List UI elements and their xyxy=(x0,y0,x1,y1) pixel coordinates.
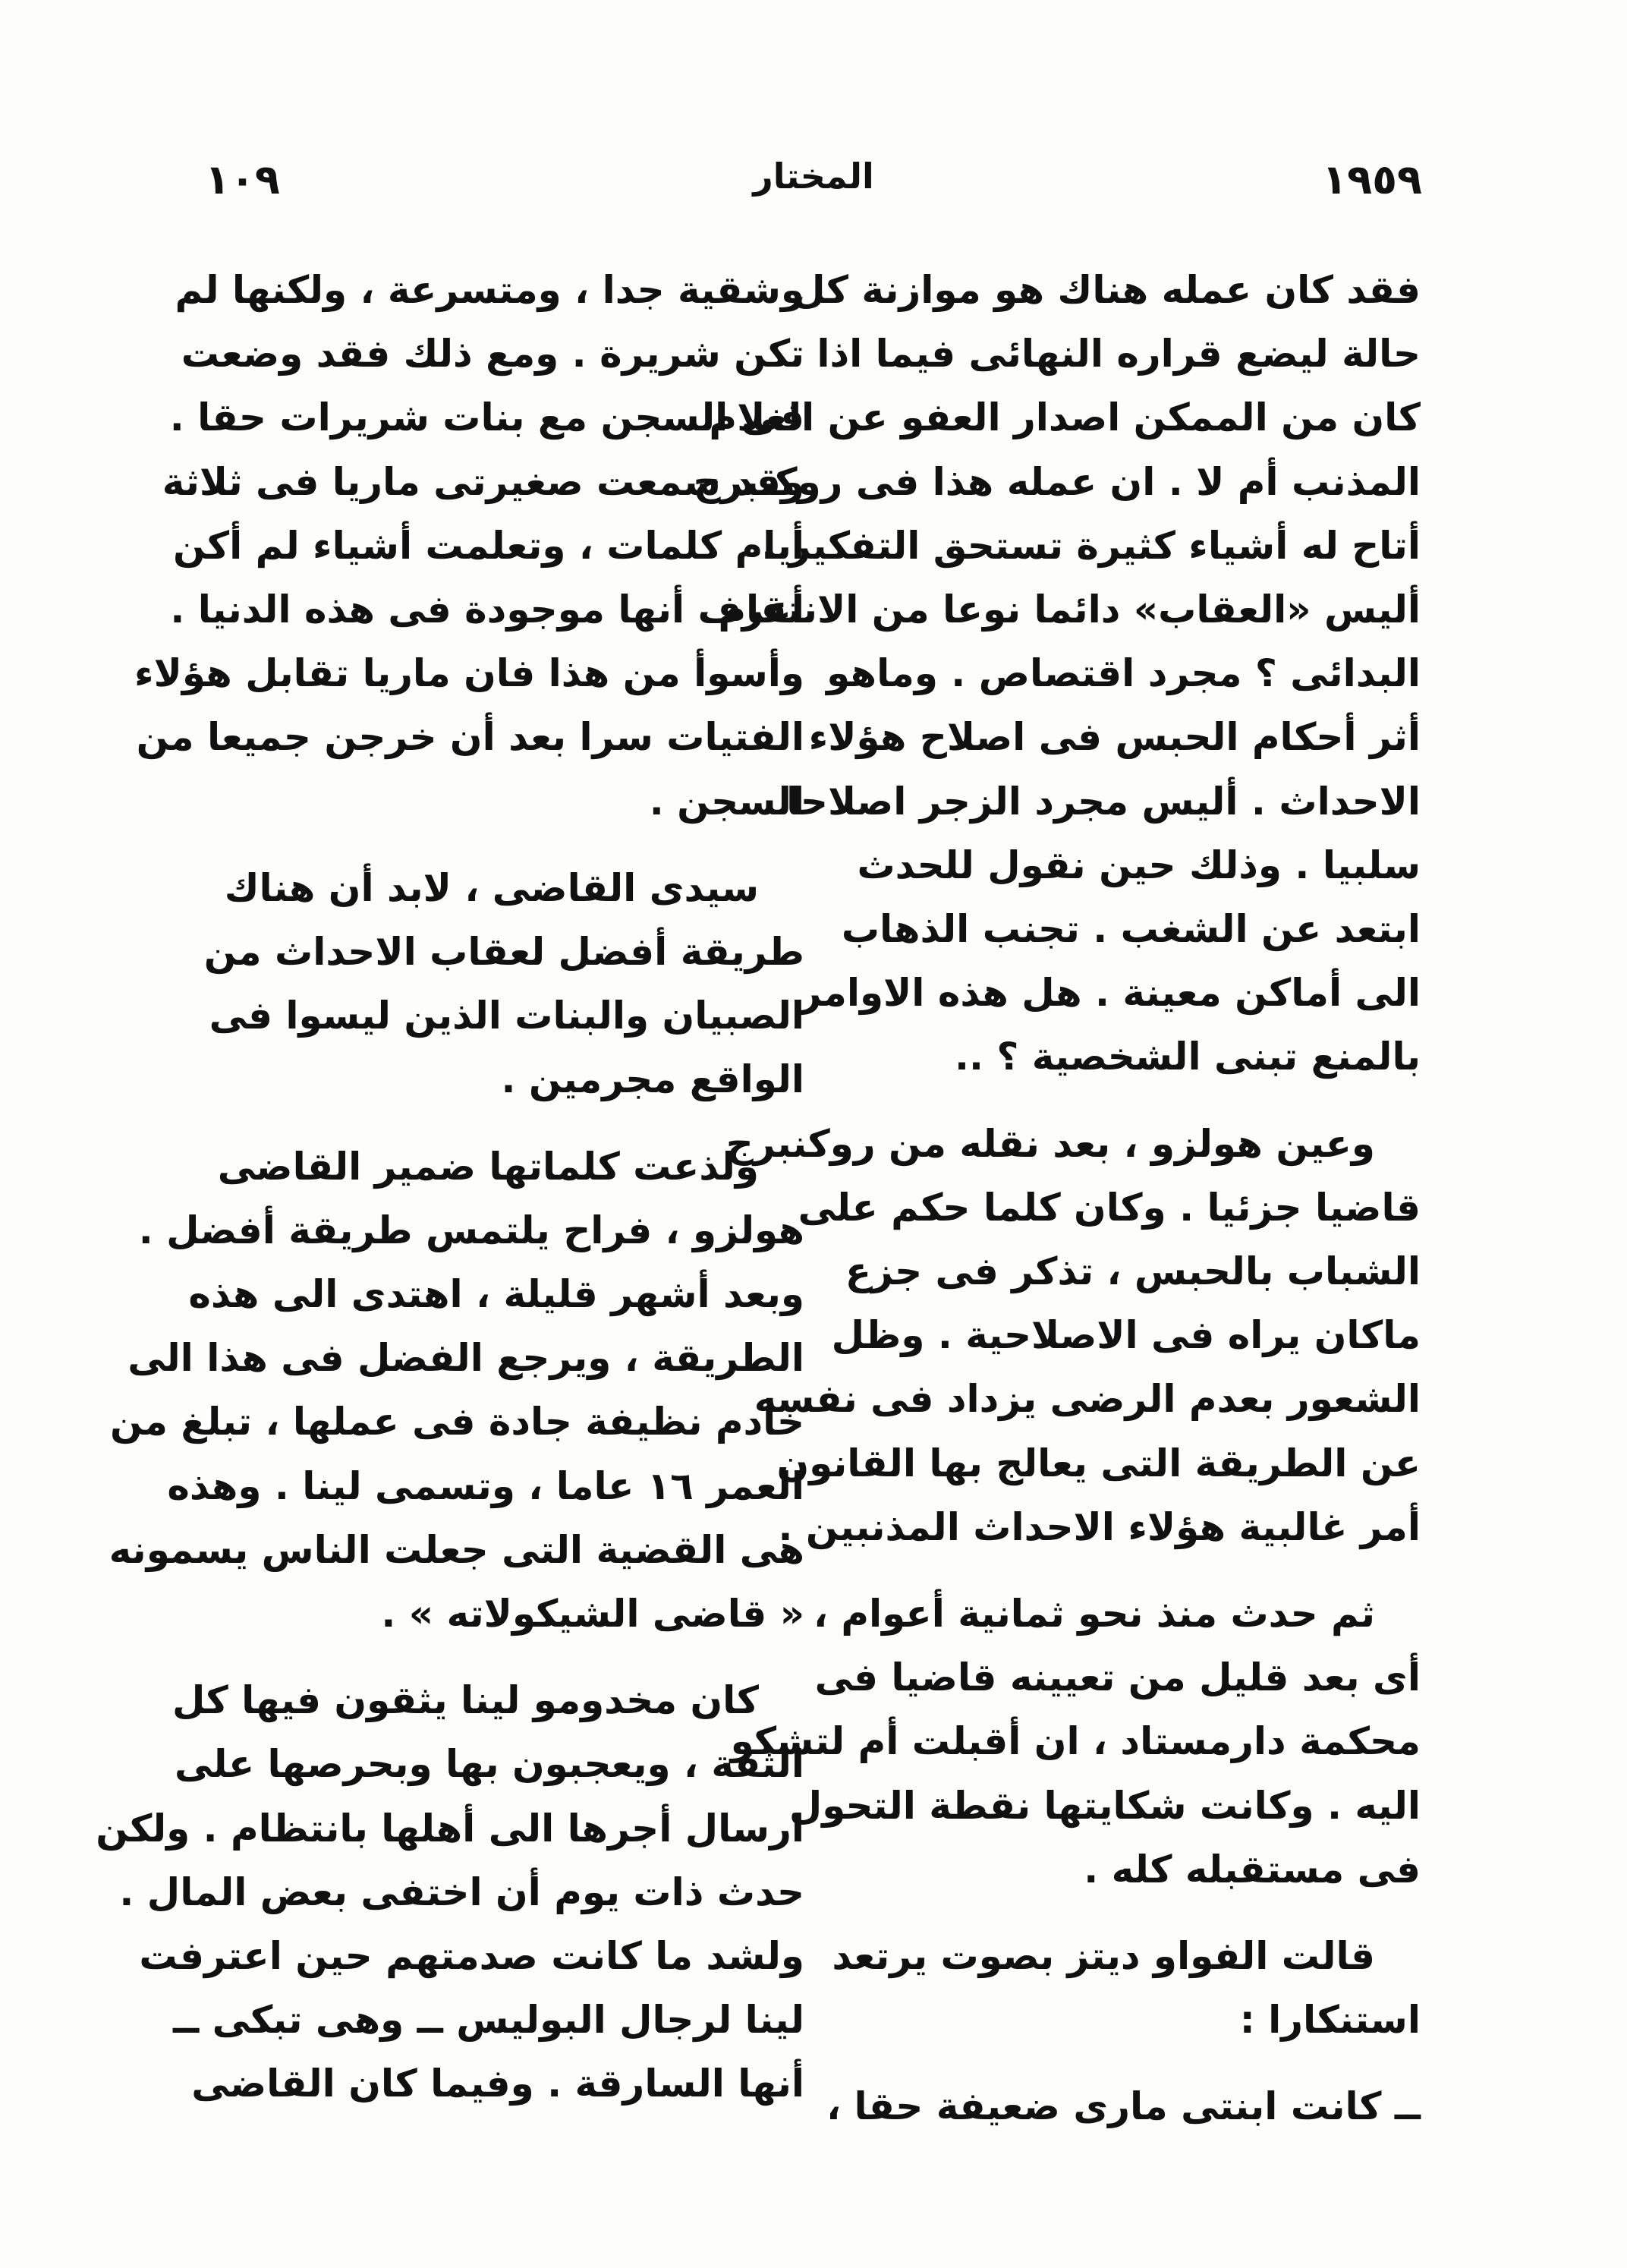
paragraph xyxy=(798,1924,1421,2052)
text-line: أثر أحكام الحبس فى اصلاح هؤلاء xyxy=(808,715,1421,760)
text-line: لينا لرجال البوليس ــ وهى تبكى ــ xyxy=(173,1998,804,2043)
left-column xyxy=(96,258,804,2139)
text-line: المذنب أم لا . ان عمله هذا فى روكنبرج xyxy=(693,459,1421,504)
text-line: الصبيان والبنات الذين ليسوا فى xyxy=(209,994,804,1038)
text-line: سيدى القاضى ، لابد أن هناك xyxy=(224,865,759,910)
text-line: الواقع مجرمين . xyxy=(501,1057,804,1102)
paragraph xyxy=(134,258,804,833)
text-line: كان من الممكن اصدار العفو عن الغلام xyxy=(709,395,1421,440)
paragraph xyxy=(730,1582,1421,1901)
text-line: وقد سمعت صغيرتى ماريا فى ثلاثة xyxy=(162,459,804,504)
text-line: تكن شريرة . ومع ذلك فقد وضعت xyxy=(181,332,804,376)
text-line: البدائى ؟ مجرد اقتصاص . وماهو xyxy=(826,651,1421,696)
text-line: سلبيا . وذلك حين نقول للحدث xyxy=(857,843,1421,887)
text-line: قاضيا جزئيا . وكان كلما حكم على xyxy=(798,1185,1421,1230)
text-line: الى أماكن معينة . هل هذه الاوامر xyxy=(799,971,1421,1016)
text-line: ولذعت كلماتها ضمير القاضى xyxy=(217,1144,759,1189)
text-line: الشعور بعدم الرضى يزداد فى نفسه xyxy=(754,1377,1421,1422)
paragraph xyxy=(798,2074,1421,2138)
header-year: ١٩٥٩ xyxy=(1322,156,1422,203)
text-line: أعرف أنها موجودة فى هذه الدنيا . xyxy=(170,587,804,632)
text-line: حدث ذات يوم أن اختفى بعض المال . xyxy=(119,1870,804,1914)
paragraph xyxy=(725,1112,1421,1559)
paragraph xyxy=(109,1135,804,1646)
text-line: هى القضية التى جعلت الناس يسمونه xyxy=(109,1527,804,1572)
text-line: محكمة دارمستاد ، ان أقبلت أم لتشكو xyxy=(730,1719,1421,1764)
text-line: « قاضى الشيكولاته » . xyxy=(381,1592,804,1636)
text-line: الثقة ، ويعجبون بها وبحرصها على xyxy=(174,1742,804,1787)
text-line: هولزو ، فراح يلتمس طريقة أفضل . xyxy=(138,1208,804,1252)
text-line: أنها السارقة . وفيما كان القاضى xyxy=(191,2062,804,2106)
text-line: استنكارا : xyxy=(1239,1998,1421,2043)
header-page-number: ١٠٩ xyxy=(205,156,280,203)
text-line: وبعد أشهر قليلة ، اهتدى الى هذه xyxy=(188,1272,804,1317)
page-header xyxy=(0,156,1627,216)
text-line: أمر غالبية هؤلاء الاحداث المذنبين . xyxy=(778,1504,1421,1549)
text-line: ثم حدث منذ نحو ثمانية أعوام ، xyxy=(814,1592,1375,1636)
text-line: العمر ١٦ عاما ، وتسمى لينا . وهذه xyxy=(167,1463,804,1508)
text-line: كان مخدومو لينا يثقون فيها كل xyxy=(172,1678,759,1723)
text-line: وشقية جدا ، ومتسرعة ، ولكنها لم xyxy=(175,268,804,312)
text-line: أى بعد قليل من تعيينه قاضيا فى xyxy=(814,1655,1421,1700)
text-line: ارسال أجرها الى أهلها بانتظام . ولكن xyxy=(96,1806,804,1851)
text-line: وعين هولزو ، بعد نقله من روكنبرج xyxy=(725,1121,1375,1166)
text-line: الفتيات سرا بعد أن خرجن جميعا من xyxy=(136,715,804,760)
text-line: خادم نظيفة جادة فى عملها ، تبلغ من xyxy=(109,1400,804,1444)
text-line: طريقة أفضل لعقاب الاحداث من xyxy=(203,930,804,975)
text-line: الطريقة ، ويرجع الفضل فى هذا الى xyxy=(127,1336,804,1381)
text-line: أيام كلمات ، وتعلمت أشياء لم أكن xyxy=(173,523,804,568)
text-line: أليس «العقاب» دائما نوعا من الانتقام xyxy=(718,587,1421,632)
text-line: أتاح له أشياء كثيرة تستحق التفكير . xyxy=(761,523,1421,568)
text-line: حالة ليضع قراره النهائى فيما اذا xyxy=(817,332,1421,376)
text-line: الشباب بالحبس ، تذكر فى جزع xyxy=(845,1249,1421,1294)
header-title: المختار xyxy=(753,156,874,197)
text-line: ماكان يراه فى الاصلاحية . وظل xyxy=(831,1313,1421,1358)
text-line: ولشد ما كانت صدمتهم حين اعترفت xyxy=(139,1934,804,1979)
text-line: الاحداث . أليس مجرد الزجر اصلاحا xyxy=(786,779,1421,824)
text-line: اليه . وكانت شكايتها نقطة التحول xyxy=(788,1783,1421,1828)
paragraph xyxy=(96,1668,804,2115)
text-line: فى السجن مع بنات شريرات حقا . xyxy=(169,395,804,440)
text-line: وأسوأ من هذا فان ماريا تقابل هؤلاء xyxy=(134,651,804,696)
paragraph xyxy=(182,856,804,1112)
text-line: بالمنع تبنى الشخصية ؟ .. xyxy=(954,1035,1421,1079)
text-line: ابتعد عن الشغب . تجنب الذهاب xyxy=(841,907,1421,952)
text-line: عن الطريقة التى يعالج بها القانون xyxy=(776,1441,1421,1485)
text-line: قالت الفواو ديتز بصوت يرتعد xyxy=(832,1934,1375,1979)
text-line: فقد كان عمله هناك هو موازنة كل xyxy=(792,268,1421,312)
text-line: ــ كانت ابنتى مارى ضعيفة حقا ، xyxy=(826,2084,1421,2129)
text-line: السجن . xyxy=(649,779,804,824)
text-line: فى مستقبله كله . xyxy=(1084,1847,1421,1892)
